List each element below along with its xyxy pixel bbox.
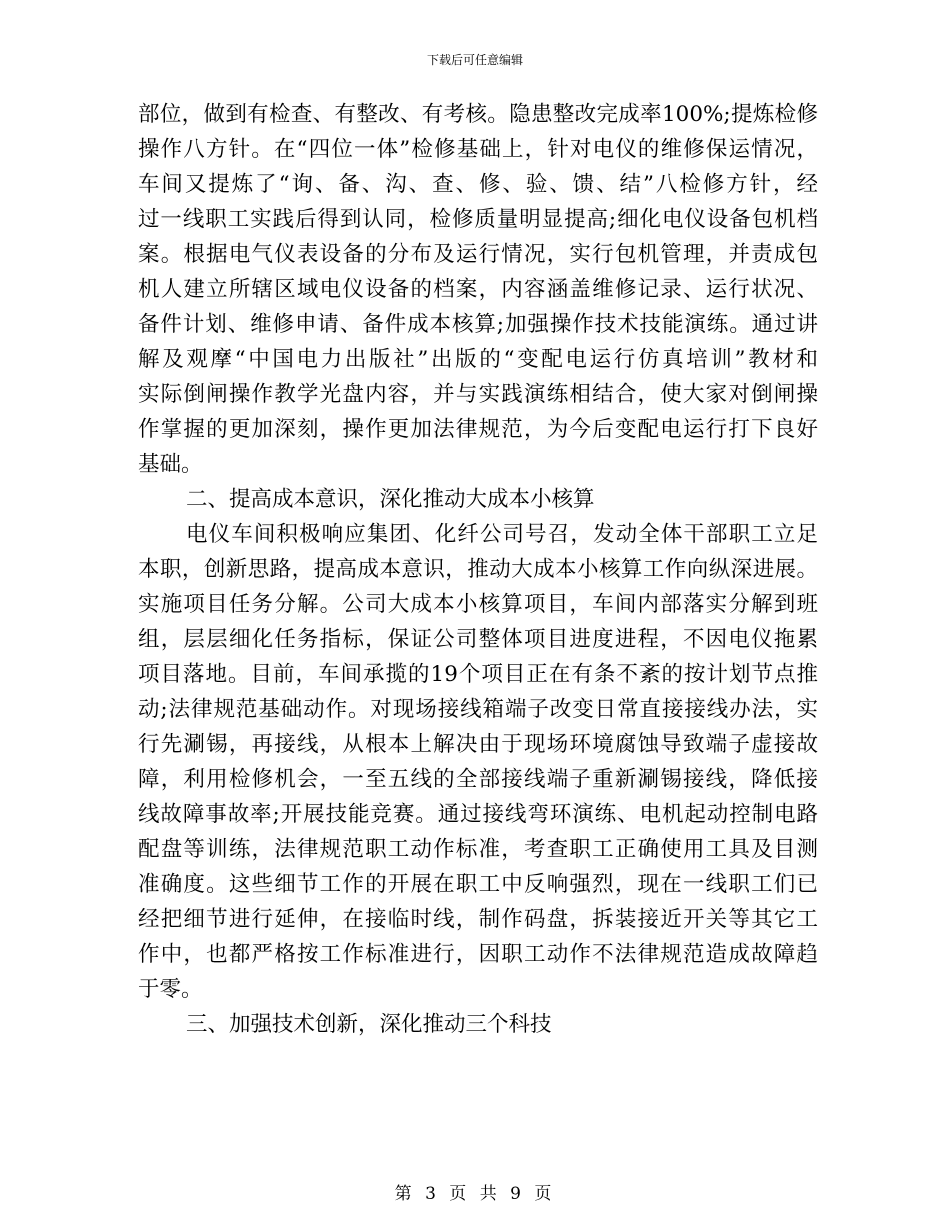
body-line: 经把细节进行延伸，在接临时线，制作码盘，拆装接近开关等其它工 (138, 907, 818, 932)
body-line: 部位，做到有检查、有整改、有考核。隐患整改完成率100%;提炼检修 (138, 102, 818, 127)
body-line: 组，层层细化任务指标，保证公司整体项目进度进程，不因电仪拖累 (138, 627, 818, 652)
body-line: 车间又提炼了“询、备、沟、查、修、验、馈、结”八检修方针，经 (138, 172, 818, 197)
body-line: 备件计划、维修申请、备件成本核算;加强操作技术技能演练。通过讲 (138, 312, 818, 337)
body-line: 实施项目任务分解。公司大成本小核算项目，车间内部落实分解到班 (138, 592, 818, 617)
page-number-footer: 第 3 页 共 9 页 (394, 1184, 556, 1204)
body-line: 过一线职工实践后得到认同，检修质量明显提高;细化电仪设备包机档 (138, 207, 818, 232)
page-header: 下载后可任意编辑 (426, 53, 523, 67)
section-heading: 二、提高成本意识，深化推动大成本小核算 (186, 487, 595, 512)
body-line: 作中，也都严格按工作标准进行，因职工动作不法律规范造成故障趋 (138, 942, 818, 967)
body-line: 于零。 (138, 977, 203, 1002)
body-line: 项目落地。目前，车间承揽的19个项目正在有条不紊的按计划节点推 (138, 662, 818, 687)
body-line: 线故障事故率;开展技能竞赛。通过接线弯环演练、电机起动控制电路 (138, 802, 818, 827)
body-line: 障，利用检修机会，一至五线的全部接线端子重新涮锡接线，降低接 (138, 767, 818, 792)
body-line: 作掌握的更加深刻，操作更加法律规范，为今后变配电运行打下良好 (138, 417, 818, 442)
body-line: 解及观摩“中国电力出版社”出版的“变配电运行仿真培训”教材和 (138, 347, 818, 372)
body-line: 行先涮锡，再接线，从根本上解决由于现场环境腐蚀导致端子虚接故 (138, 732, 818, 757)
body-line: 动;法律规范基础动作。对现场接线箱端子改变日常直接接线办法，实 (138, 697, 818, 722)
body-line: 配盘等训练，法律规范职工动作标准，考查职工正确使用工具及目测 (138, 837, 818, 862)
body-line: 准确度。这些细节工作的开展在职工中反响强烈，现在一线职工们已 (138, 872, 818, 897)
body-line: 实际倒闸操作教学光盘内容，并与实践演练相结合，使大家对倒闸操 (138, 382, 818, 407)
section-heading: 三、加强技术创新，深化推动三个科技 (186, 1012, 552, 1037)
body-line: 基础。 (138, 452, 203, 477)
body-line: 本职，创新思路，提高成本意识，推动大成本小核算工作向纵深进展。 (138, 557, 818, 582)
body-line: 案。根据电气仪表设备的分布及运行情况，实行包机管理，并责成包 (138, 242, 818, 267)
body-line: 电仪车间积极响应集团、化纤公司号召，发动全体干部职工立足 (186, 522, 818, 547)
document-body (138, 97, 818, 1042)
body-line: 机人建立所辖区域电仪设备的档案，内容涵盖维修记录、运行状况、 (138, 277, 818, 302)
body-line: 操作八方针。在“四位一体”检修基础上，针对电仪的维修保运情况， (138, 137, 818, 162)
